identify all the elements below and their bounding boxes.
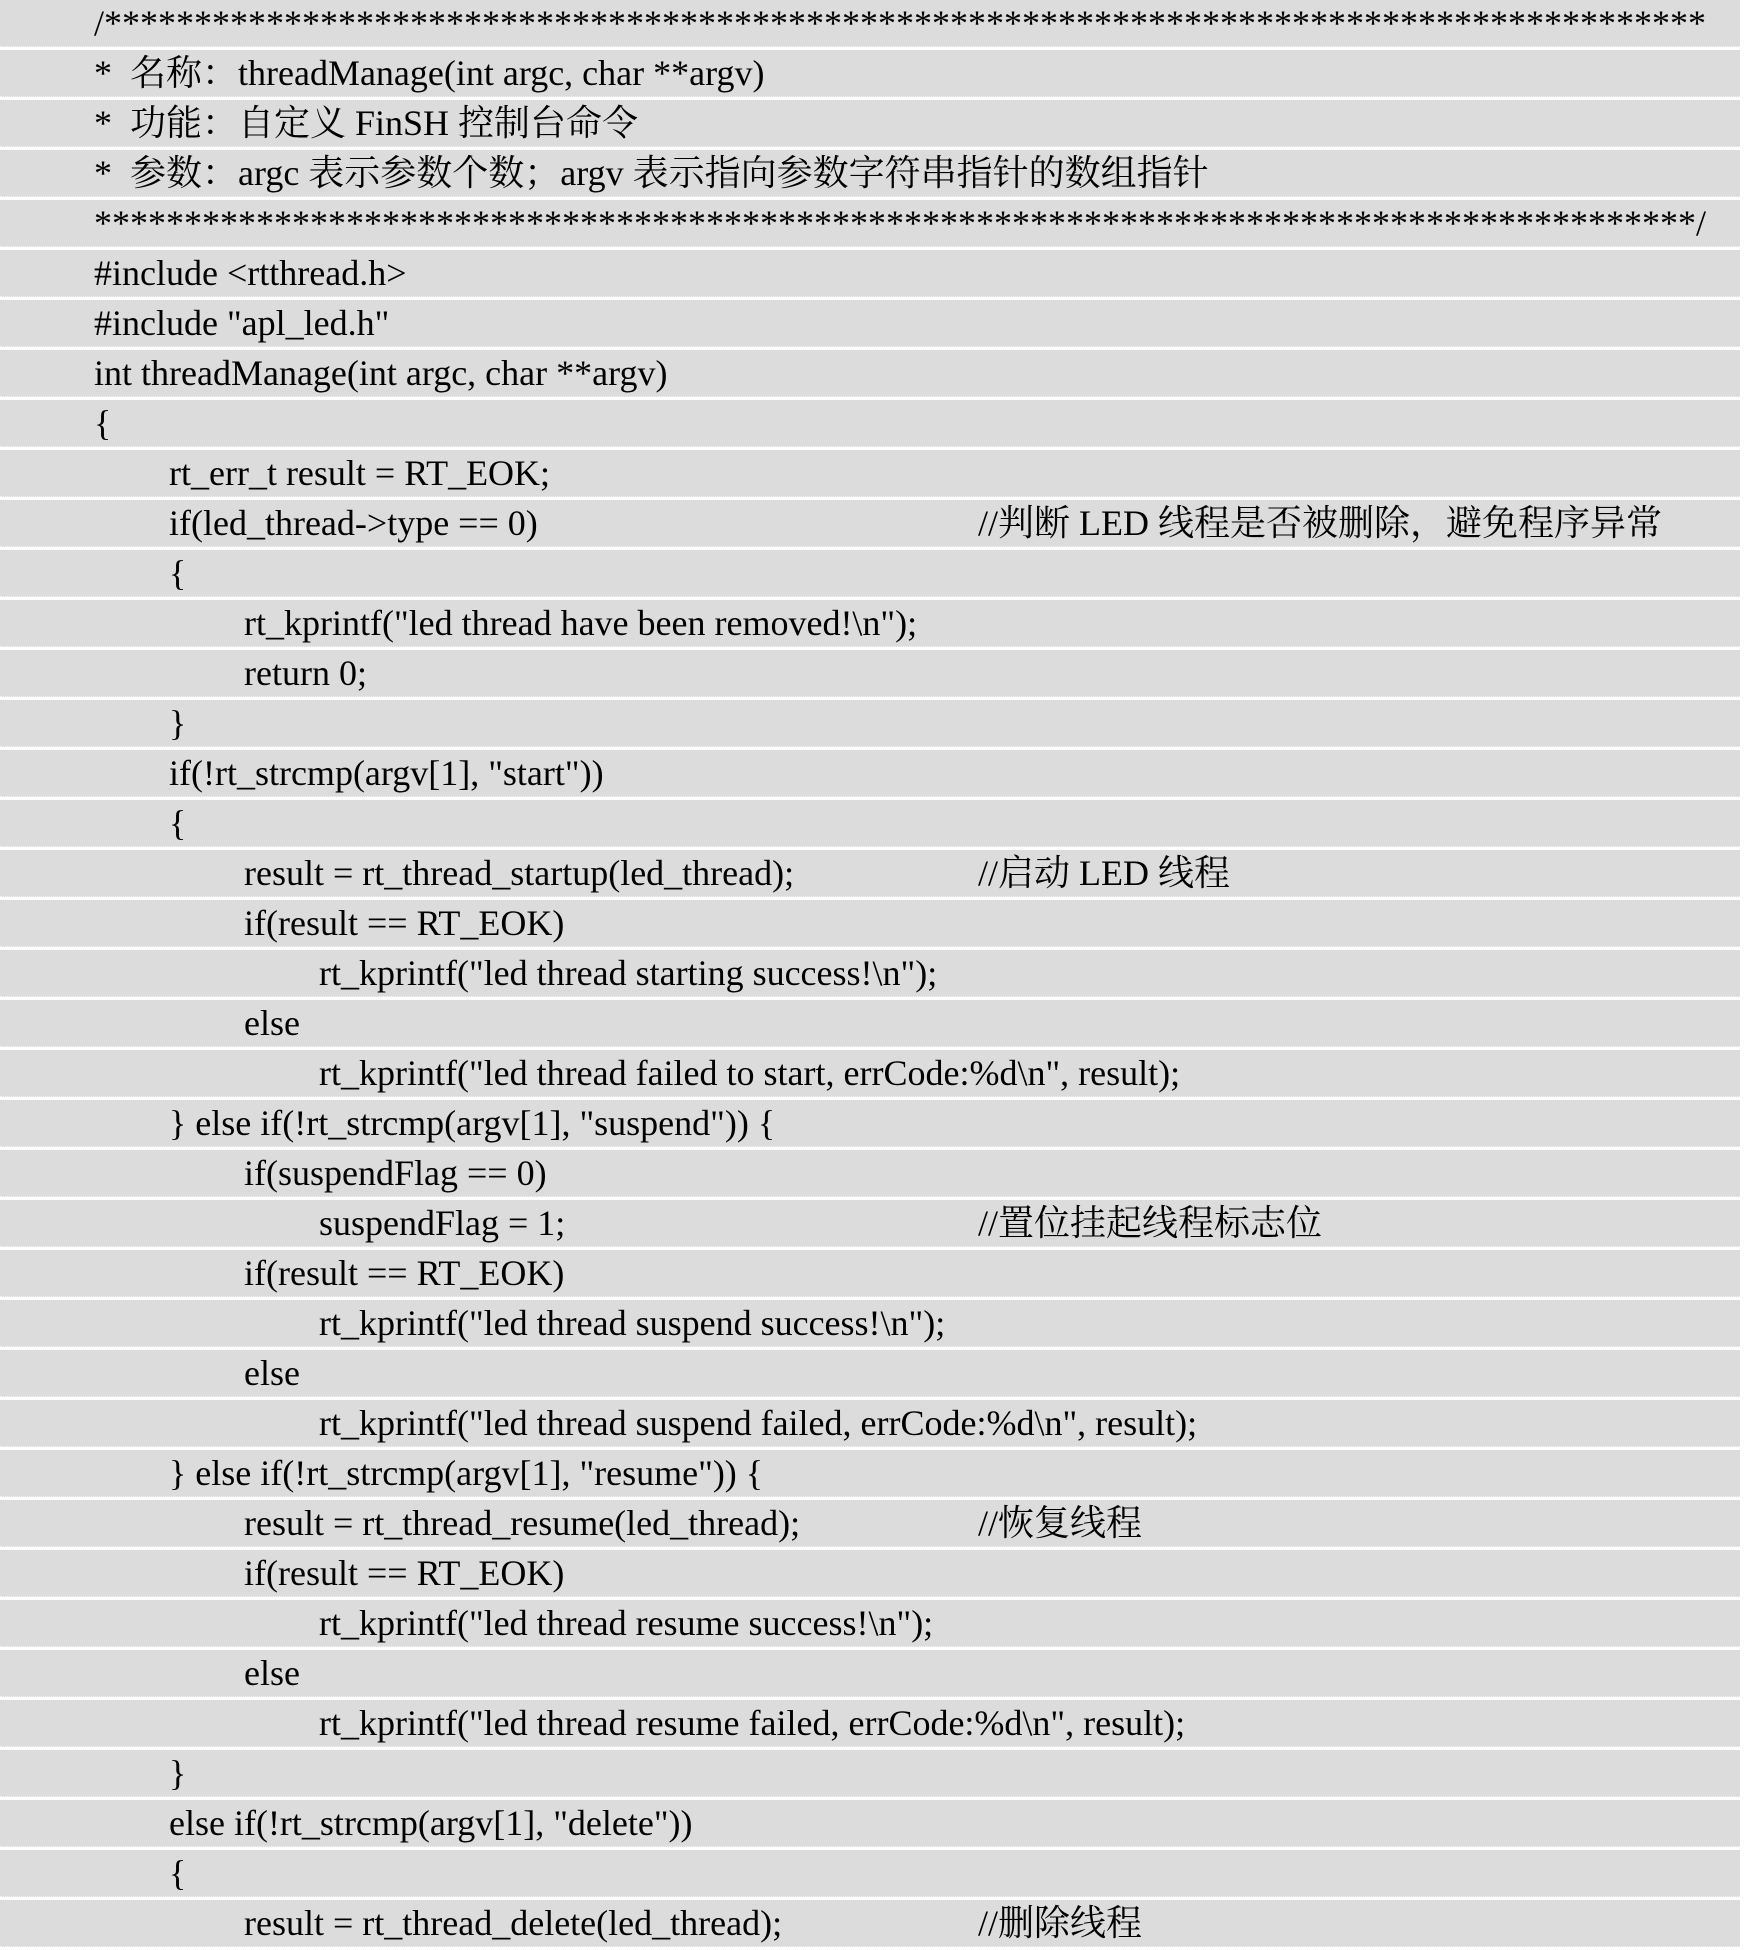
code-text: rt_err_t result = RT_EOK; [169, 453, 551, 493]
code-line [0, 50, 1740, 97]
code-line [0, 600, 1740, 647]
code-text: else [244, 1353, 300, 1393]
code-line [0, 650, 1740, 697]
code-line [0, 200, 1740, 247]
code-line [0, 1750, 1740, 1797]
code-text: rt_kprintf("led thread failed to start, errCode:%d\n", result); [319, 1053, 1181, 1093]
code-text: if(!rt_strcmp(argv[1], "start")) [169, 753, 604, 793]
code-line [0, 100, 1740, 147]
code-text: rt_kprintf("led thread suspend failed, errCode:%d\n", result); [319, 1403, 1198, 1443]
code-line [0, 1300, 1740, 1347]
code-line [0, 400, 1740, 447]
code-text: rt_kprintf("led thread suspend success!\n"); [319, 1303, 946, 1343]
code-text: /***************************************************************************************** [94, 3, 1707, 43]
code-comment: //启动 LED 线程 [978, 853, 1230, 893]
code-line [0, 0, 1740, 47]
code-line [0, 750, 1740, 797]
code-text: * 参数：argc 表示参数个数；argv 表示指向参数字符串指针的数组指针 [94, 153, 1209, 193]
code-text: rt_kprintf("led thread resume success!\n"); [319, 1603, 934, 1643]
code-text: { [94, 403, 112, 443]
code-text: * 功能：自定义 FinSH 控制台命令 [94, 103, 639, 143]
code-text: result = rt_thread_delete(led_thread); [244, 1903, 783, 1943]
code-line [0, 1700, 1740, 1747]
code-line [0, 1450, 1740, 1497]
code-text: rt_kprintf("led thread starting success!\n"); [319, 953, 938, 993]
code-text: if(suspendFlag == 0) [244, 1153, 547, 1193]
code-text: if(result == RT_EOK) [244, 903, 565, 943]
code-text: int threadManage(int argc, char **argv) [94, 353, 668, 393]
code-text: * 名称：threadManage(int argc, char **argv) [94, 53, 765, 93]
code-line [0, 450, 1740, 497]
code-text: rt_kprintf("led thread resume failed, errCode:%d\n", result); [319, 1703, 1186, 1743]
code-text: } [169, 1753, 187, 1793]
code-text: if(led_thread->type == 0) [169, 503, 538, 543]
code-line [0, 1900, 1740, 1947]
code-line [0, 1600, 1740, 1647]
code-line [0, 850, 1740, 897]
code-line [0, 1050, 1740, 1097]
code-line [0, 900, 1740, 947]
code-text: if(result == RT_EOK) [244, 1253, 565, 1293]
code-line [0, 1400, 1740, 1447]
code-line [0, 550, 1740, 597]
code-text: { [169, 803, 187, 843]
code-text: suspendFlag = 1; [319, 1203, 566, 1243]
code-text: { [169, 1853, 187, 1893]
code-text: #include "apl_led.h" [94, 303, 390, 343]
code-line [0, 800, 1740, 847]
code-comment: //判断 LED 线程是否被删除，避免程序异常 [978, 503, 1662, 543]
code-text: else if(!rt_strcmp(argv[1], "delete")) [169, 1803, 693, 1843]
code-line [0, 1650, 1740, 1697]
code-line [0, 500, 1740, 547]
code-line [0, 1200, 1740, 1247]
code-line [0, 1800, 1740, 1847]
code-text: } else if(!rt_strcmp(argv[1], "resume")) { [169, 1453, 764, 1493]
code-text: if(result == RT_EOK) [244, 1553, 565, 1593]
code-text: *****************************************************************************************/ [94, 203, 1707, 243]
code-text: { [169, 553, 187, 593]
code-comment: //恢复线程 [978, 1503, 1143, 1543]
code-line [0, 1550, 1740, 1597]
code-text: rt_kprintf("led thread have been removed!\n"); [244, 603, 918, 643]
code-line [0, 300, 1740, 347]
code-line [0, 1000, 1740, 1047]
code-comment: //删除线程 [978, 1903, 1143, 1943]
code-text: else [244, 1003, 300, 1043]
code-line [0, 1350, 1740, 1397]
code-comment: //置位挂起线程标志位 [978, 1203, 1323, 1243]
code-text: else [244, 1653, 300, 1693]
code-text: } else if(!rt_strcmp(argv[1], "suspend")) { [169, 1103, 776, 1143]
code-text: result = rt_thread_startup(led_thread); [244, 853, 795, 893]
code-line [0, 1150, 1740, 1197]
code-text: result = rt_thread_resume(led_thread); [244, 1503, 801, 1543]
code-text: } [169, 703, 187, 743]
code-line [0, 150, 1740, 197]
code-text: #include <rtthread.h> [94, 253, 407, 293]
code-text: return 0; [244, 653, 367, 693]
code-line [0, 1500, 1740, 1547]
code-line [0, 1100, 1740, 1147]
code-line [0, 700, 1740, 747]
code-line [0, 1850, 1740, 1897]
code-line [0, 350, 1740, 397]
code-line [0, 1250, 1740, 1297]
code-line [0, 250, 1740, 297]
code-line [0, 950, 1740, 997]
